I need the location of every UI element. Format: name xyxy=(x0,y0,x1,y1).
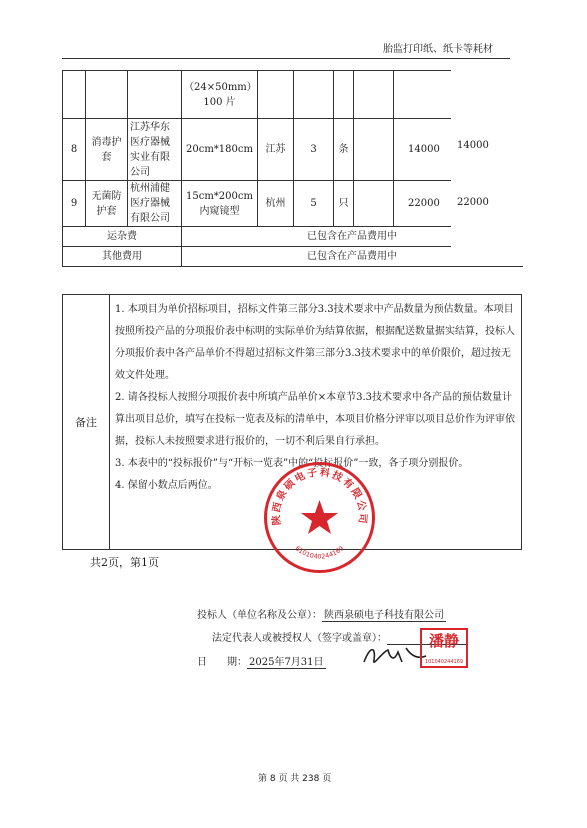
company-seal xyxy=(262,460,377,575)
spec-line: （24×50mm） xyxy=(184,81,257,93)
seal-company-text: 陕西泉硕电子科技有限公司 xyxy=(271,467,368,526)
table-cell-qty: 3 xyxy=(294,119,334,181)
table-cell-no: 9 xyxy=(63,181,86,227)
other-fees-label: 其他费用 xyxy=(63,247,182,267)
note-item: 2. 请各投标人按照分项报价表中所填产品单价×本章节3.3技术要求中各产品的预估数量计算出项目总价，填写在投标一览表及标的清单中，本项目价格分评审以项目总价作为评审依据，投标人未按照要求进行报价的，一切不利后果自行承担。 xyxy=(115,392,515,447)
note-item: 4. 保留小数点后两位。 xyxy=(115,480,218,491)
table-cell-spec xyxy=(182,71,258,119)
page-footer: 第 8 页 共 238 页 xyxy=(258,774,332,784)
representative-seal xyxy=(420,628,468,668)
table-cell-name: 消毒护套 xyxy=(86,119,128,181)
table-cell-unit: 条 xyxy=(334,119,354,181)
freight-label: 运杂费 xyxy=(63,227,182,247)
total-9: 22000 xyxy=(457,197,489,208)
table-cell-spec: 20cm*180cm xyxy=(182,119,258,181)
other-fees-value: 已包含在产品费用中 xyxy=(182,247,523,267)
note-item: 3. 本表中的“投标报价”与“开标一览表”中的“投标报价”一致，各子项分别报价。 xyxy=(115,458,469,469)
bidder-line xyxy=(197,606,446,621)
header-divider xyxy=(62,58,510,59)
table-cell-origin: 江苏 xyxy=(258,119,294,181)
table-cell-maker: 杭州浦健医疗器械有限公司 xyxy=(128,181,182,227)
redaction-block xyxy=(451,70,524,266)
header-title: 胎监打印纸、纸卡等耗材 xyxy=(383,44,493,55)
notes-label: 备注 xyxy=(63,295,110,549)
date-value: 2025年7月31日 xyxy=(249,657,324,668)
freight-value: 已包含在产品费用中 xyxy=(182,227,523,247)
table-cell-qty: 5 xyxy=(294,181,334,227)
representative-label: 法定代表人或被授权人（签字或盖章）： xyxy=(212,633,387,644)
table-cell-maker: 江苏华东医疗器械实业有限公司 xyxy=(128,119,182,181)
seal-star-icon xyxy=(301,500,338,534)
representative-seal-code: 101040244169 xyxy=(424,659,464,665)
table-cell-spec: 15cm*200cm内窥镜型 xyxy=(182,181,258,227)
date-line xyxy=(197,653,326,668)
bidder-value: 陕西泉硕电子科技有限公司 xyxy=(324,610,444,621)
table-cell-name: 无菌防护套 xyxy=(86,181,128,227)
table-cell-origin: 杭州 xyxy=(258,181,294,227)
total-8: 14000 xyxy=(457,140,489,151)
table-cell-unit: 只 xyxy=(334,181,354,227)
seal-code-text: 6101040244169 xyxy=(293,544,346,561)
bidder-label: 投标人（单位名称及公章）： xyxy=(197,610,322,621)
page-count: 共2页，第1页 xyxy=(90,556,159,569)
note-item: 1. 本项目为单价招标项目，招标文件第三部分3.3技术要求中产品数量为预估数量。本项目按照所投产品的分项报价表中标明的实际单价为结算依据，根据配送数量据实结算，投标人分项报价表中各产品单价不得超过招标文件第三部分3.3技术要求中的单价限价，超过按无效文件处理。 xyxy=(115,304,515,381)
representative-seal-name: 潘静 xyxy=(428,632,459,650)
table-cell-no: 8 xyxy=(63,119,86,181)
spec-line: 100 片 xyxy=(203,96,236,108)
date-label: 日 期： xyxy=(197,657,247,668)
table-cell-total: 14000 xyxy=(394,119,523,181)
table-cell-total: 22000 xyxy=(394,181,523,227)
